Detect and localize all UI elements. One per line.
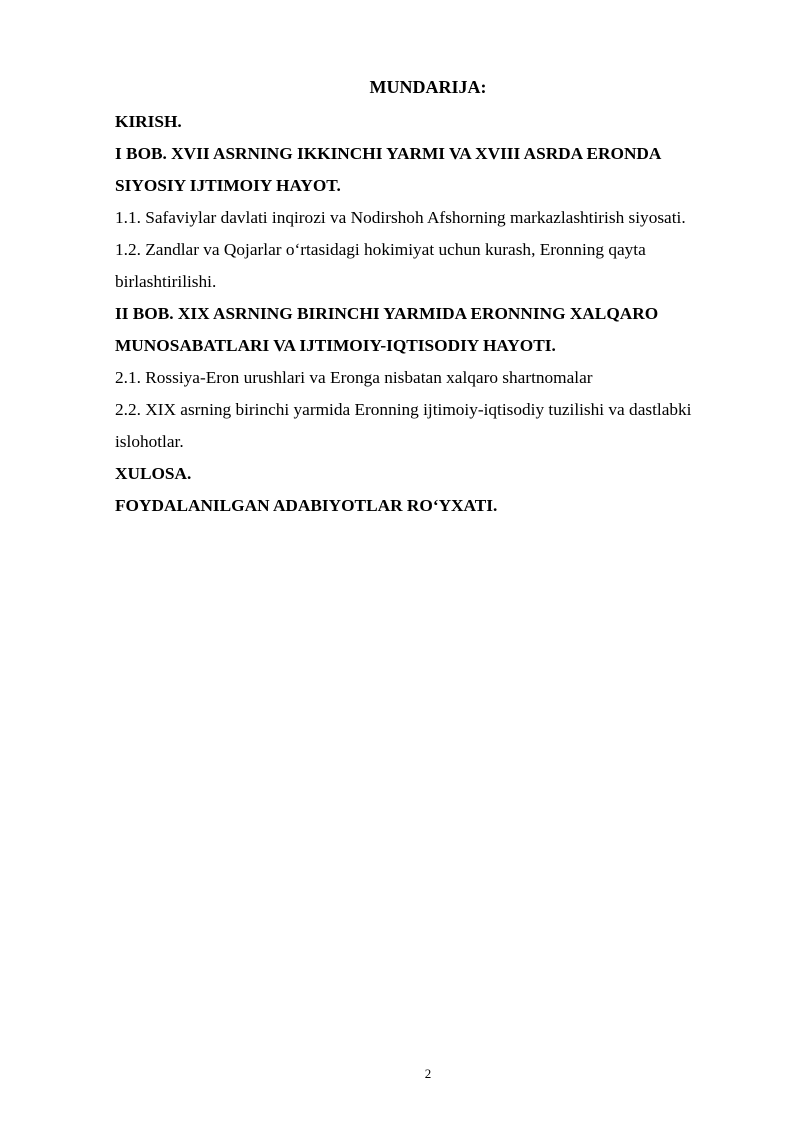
toc-entry-section-1-1: 1.1. Safaviylar davlati inqirozi va Nodirshoh Afshorning markazlashtirish siyosati.	[115, 208, 686, 227]
toc-entry-introduction: KIRISH.	[115, 112, 182, 131]
toc-entry-bibliography: FOYDALANILGAN ADABIYOTLAR ROʻYXATI.	[115, 496, 498, 515]
table-of-contents	[115, 106, 755, 522]
toc-entry-section-1-2-line-2: birlashtirilishi.	[115, 272, 217, 291]
toc-entry-chapter-1-line-2: SIYOSIY IJTIMOIY HAYOT.	[115, 176, 341, 195]
page-title: MUNDARIJA:	[369, 77, 487, 97]
toc-entry-section-2-2-line-1: 2.2. XIX asrning birinchi yarmida Eronning ijtimoiy-iqtisodiy tuzilishi va dastlabki	[115, 400, 692, 419]
toc-entry-section-1-2-line-1: 1.2. Zandlar va Qojarlar oʻrtasidagi hokimiyat uchun kurash, Eronning qayta	[115, 240, 646, 259]
toc-entry-chapter-2-line-1: II BOB. XIX ASRNING BIRINCHI YARMIDA ERONNING XALQARO	[115, 304, 659, 323]
toc-entry-chapter-1-line-1: I BOB. XVII ASRNING IKKINCHI YARMI VA XVIII ASRDA ERONDA	[115, 144, 662, 163]
toc-entry-chapter-2-line-2: MUNOSABATLARI VA IJTIMOIY-IQTISODIY HAYOTI.	[115, 336, 556, 355]
toc-entry-conclusion: XULOSA.	[115, 464, 192, 483]
toc-entry-section-2-1: 2.1. Rossiya-Eron urushlari va Eronga nisbatan xalqaro shartnomalar	[115, 368, 593, 387]
toc-entry-section-2-2-line-2: islohotlar.	[115, 432, 184, 451]
page-number: 2	[424, 1066, 432, 1081]
